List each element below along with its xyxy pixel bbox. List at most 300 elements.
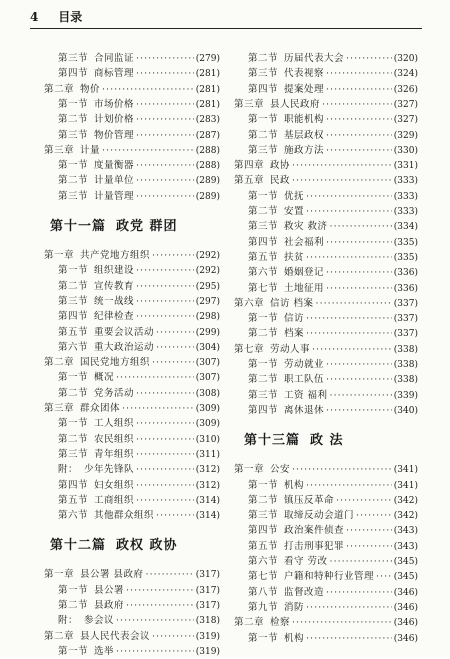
entry-title: 度量衡器	[94, 160, 135, 172]
page-ref: (314)	[195, 495, 220, 506]
entry-title: 县人民政府	[270, 98, 321, 110]
entry-title: 优抚	[284, 190, 305, 202]
entry-label: 附：	[58, 615, 79, 627]
toc-section-entry[interactable]	[58, 295, 220, 309]
page-ref: (335)	[393, 237, 418, 248]
entry-title: 扶贫	[284, 251, 305, 263]
dot-leader	[376, 570, 392, 584]
entry-title: 县公署	[94, 584, 125, 596]
dot-leader	[126, 584, 194, 598]
dot-leader	[326, 373, 392, 387]
page-ref: (342)	[393, 495, 418, 506]
entry-title: 工资 福利	[284, 389, 328, 401]
dot-leader	[336, 494, 392, 508]
toc-section-entry[interactable]	[58, 584, 220, 598]
page-ref: (340)	[393, 405, 418, 416]
toc-section-entry[interactable]	[58, 264, 220, 278]
toc-chapter-entry[interactable]	[44, 249, 220, 263]
toc-section-entry[interactable]	[58, 190, 220, 204]
dot-leader	[136, 264, 194, 278]
entry-title: 代表视察	[284, 68, 325, 80]
entry-title: 重大政治运动	[94, 341, 155, 353]
page-ref: (317)	[195, 601, 220, 611]
dot-leader	[136, 190, 194, 204]
entry-title: 纪律检查	[94, 311, 135, 323]
entry-title: 检察	[270, 617, 291, 629]
entry-label: 第七章	[234, 343, 265, 355]
page-ref: (287)	[195, 130, 220, 141]
dot-leader	[136, 174, 194, 188]
page-ref: (308)	[195, 388, 220, 399]
entry-label: 第二章	[44, 630, 75, 642]
dot-leader	[306, 205, 392, 219]
toc-section-entry[interactable]	[248, 555, 418, 569]
toc-chapter-entry[interactable]	[44, 568, 220, 582]
toc-chapter-entry[interactable]	[44, 144, 220, 158]
entry-title: 农民组织	[94, 433, 135, 445]
toc-section-entry[interactable]	[248, 312, 418, 326]
toc-section-entry[interactable]	[58, 341, 220, 355]
entry-title: 妇女组织	[94, 479, 135, 491]
page-ref: (307)	[195, 358, 220, 369]
toc-section-entry[interactable]	[58, 387, 220, 401]
running-title: 目录	[58, 10, 83, 24]
dot-leader	[312, 343, 392, 357]
toc-section-entry[interactable]	[58, 463, 220, 477]
entry-title: 民政	[270, 175, 291, 187]
header-rule	[30, 28, 422, 29]
page-ref: (333)	[393, 207, 418, 217]
entry-label: 第四节	[248, 236, 279, 248]
entry-title: 打击刑事犯罪	[284, 540, 345, 552]
dot-leader	[306, 479, 392, 493]
entry-title: 监督改造	[284, 586, 325, 598]
dot-leader	[292, 463, 392, 477]
page-ref: (299)	[195, 327, 220, 338]
page-ref: (337)	[393, 298, 418, 309]
entry-title: 合同监证	[94, 53, 135, 64]
page-ref: (341)	[393, 465, 418, 476]
entry-label: 第四节	[58, 479, 89, 491]
toc-section-entry[interactable]	[58, 159, 220, 173]
page-ref: (337)	[393, 329, 418, 340]
toc-section-entry[interactable]	[248, 373, 418, 387]
page-ref: (345)	[393, 572, 418, 583]
entry-title: 计量	[80, 144, 101, 156]
entry-label: 第三节	[58, 295, 89, 307]
toc-section-entry[interactable]	[248, 205, 418, 219]
dot-leader	[136, 310, 194, 324]
page-ref: (307)	[195, 373, 220, 384]
entry-label: 第九节	[248, 601, 279, 613]
dot-leader	[122, 402, 194, 416]
page-ref: (319)	[195, 646, 220, 657]
toc-section-entry[interactable]	[248, 327, 418, 341]
page-ref: (327)	[393, 99, 418, 110]
page-ref: (343)	[393, 526, 418, 537]
dot-leader	[136, 159, 194, 173]
dot-leader	[152, 630, 194, 644]
dot-leader	[136, 448, 194, 462]
toc-section-entry[interactable]	[58, 614, 220, 628]
entry-title: 土地征用	[284, 282, 325, 294]
dot-leader	[322, 98, 392, 112]
toc-section-entry[interactable]	[248, 494, 418, 508]
entry-title: 少年先锋队	[84, 464, 135, 476]
page-header	[30, 8, 82, 26]
entry-label: 第五节	[248, 251, 279, 263]
toc-chapter-entry[interactable]	[44, 630, 220, 644]
toc-section-entry[interactable]	[248, 389, 418, 403]
dot-leader	[116, 371, 194, 385]
toc-section-entry[interactable]	[248, 144, 418, 158]
toc-section-entry[interactable]	[248, 67, 418, 81]
page-ref: (345)	[393, 557, 418, 567]
entry-title: 青年组织	[94, 448, 135, 460]
entry-title: 计划价格	[94, 114, 135, 126]
entry-label: 第三节	[248, 221, 279, 233]
toc-section-entry[interactable]	[248, 632, 418, 646]
toc-chapter-entry[interactable]	[44, 356, 220, 370]
dot-leader	[156, 326, 194, 340]
entry-title: 基层政权	[284, 129, 325, 141]
page-ref: (338)	[393, 344, 418, 355]
dot-leader	[156, 341, 194, 355]
dot-leader	[292, 616, 392, 630]
dot-leader	[126, 599, 194, 613]
entry-title: 市场价格	[94, 98, 135, 110]
toc-section-entry[interactable]	[248, 570, 418, 584]
toc-section-entry[interactable]	[248, 251, 418, 265]
entry-title: 县政府	[94, 600, 125, 611]
entry-title: 公安	[270, 464, 291, 476]
entry-label: 第六节	[58, 510, 89, 522]
page-ref: (346)	[393, 602, 418, 613]
dot-leader	[136, 98, 194, 112]
entry-label: 第三节	[58, 129, 89, 141]
toc-section-entry[interactable]	[248, 266, 418, 280]
page-ref: (346)	[393, 618, 418, 629]
entry-title: 计量管理	[94, 190, 135, 202]
entry-title: 提案处理	[284, 83, 325, 95]
dot-leader	[116, 614, 194, 628]
dot-leader	[330, 389, 392, 403]
part-heading	[244, 431, 344, 451]
toc-chapter-entry[interactable]	[234, 297, 418, 311]
entry-title: 历届代表大会	[284, 53, 345, 64]
entry-label: 第五章	[234, 175, 265, 187]
toc-chapter-entry[interactable]	[234, 174, 418, 188]
toc-chapter-entry[interactable]	[234, 616, 418, 630]
entry-label: 第八节	[248, 586, 279, 598]
entry-label: 第二节	[58, 600, 89, 611]
entry-label: 第一章	[44, 250, 75, 261]
toc-section-entry[interactable]	[248, 524, 418, 538]
page-ref: (343)	[393, 541, 418, 552]
dot-leader	[102, 83, 194, 97]
toc-section-entry[interactable]	[58, 448, 220, 462]
entry-title: 安置	[284, 206, 305, 217]
entry-title: 选举	[94, 645, 115, 657]
page-ref: (281)	[195, 69, 220, 80]
dot-leader	[326, 129, 392, 143]
entry-title: 消防	[284, 601, 305, 613]
dot-leader	[292, 159, 392, 173]
toc-section-entry[interactable]	[248, 282, 418, 296]
entry-label: 第一章	[234, 464, 265, 476]
dot-leader	[136, 129, 194, 143]
entry-label: 第七节	[248, 571, 279, 583]
page-ref: (333)	[393, 176, 418, 187]
dot-leader	[326, 282, 392, 296]
entry-label: 第一节	[58, 418, 89, 430]
part-label: 第十三篇	[244, 433, 301, 449]
toc-chapter-entry[interactable]	[234, 98, 418, 112]
toc-section-entry[interactable]	[58, 280, 220, 294]
entry-title: 看守 劳改	[284, 556, 328, 567]
page-ref: (330)	[393, 145, 418, 156]
toc-section-entry[interactable]	[58, 129, 220, 143]
entry-label: 第三节	[248, 389, 279, 401]
entry-label: 第一节	[248, 632, 279, 644]
page-ref: (309)	[195, 419, 220, 430]
toc-section-entry[interactable]	[58, 113, 220, 127]
toc-section-entry[interactable]	[58, 67, 220, 81]
page-ref: (319)	[195, 631, 220, 642]
dot-leader	[136, 67, 194, 81]
page-ref: (337)	[393, 314, 418, 325]
toc-section-entry[interactable]	[58, 599, 220, 613]
toc-section-entry[interactable]	[58, 509, 220, 523]
page-ref: (288)	[195, 145, 220, 156]
entry-title: 机构	[284, 479, 305, 491]
entry-label: 第四节	[248, 525, 279, 537]
entry-title: 计量单位	[94, 175, 135, 187]
toc-section-entry[interactable]	[248, 601, 418, 615]
toc-section-entry[interactable]	[58, 417, 220, 431]
dot-leader	[356, 509, 392, 523]
toc-chapter-entry[interactable]	[234, 343, 418, 357]
page-ref: (310)	[195, 434, 220, 445]
entry-label: 第四节	[58, 311, 89, 323]
toc-section-entry[interactable]	[58, 174, 220, 188]
page-ref: (336)	[393, 283, 418, 294]
entry-label: 第七节	[248, 282, 279, 294]
dot-leader	[102, 144, 194, 158]
entry-title: 商标管理	[94, 68, 135, 80]
dot-leader	[136, 387, 194, 401]
part-label: 第十二篇	[50, 538, 107, 554]
page-ref: (311)	[195, 449, 220, 460]
dot-leader	[136, 295, 194, 309]
page-ref: (329)	[393, 130, 418, 141]
entry-label: 第五节	[58, 326, 89, 338]
entry-label: 附：	[58, 464, 79, 476]
entry-title: 参会议	[84, 615, 115, 627]
entry-title: 职能机构	[284, 114, 325, 126]
toc-section-entry[interactable]	[248, 479, 418, 493]
entry-title: 职工队伍	[284, 374, 325, 386]
toc-section-entry[interactable]	[248, 586, 418, 600]
entry-title: 离休退休	[284, 404, 325, 416]
page-ref: (295)	[195, 281, 220, 292]
entry-label: 第六节	[248, 267, 279, 279]
dot-leader	[306, 251, 392, 265]
dot-leader	[306, 601, 392, 615]
entry-title: 其他群众组织	[94, 510, 155, 522]
toc-chapter-entry[interactable]	[44, 83, 220, 97]
dot-leader	[146, 568, 194, 582]
part-title: 政权 政协	[116, 538, 178, 554]
page-ref: (336)	[393, 268, 418, 279]
dot-leader	[136, 280, 194, 294]
dot-leader	[136, 52, 194, 66]
entry-title: 统一战线	[94, 295, 135, 307]
entry-label: 第五节	[58, 494, 89, 506]
entry-label: 第二节	[58, 433, 89, 445]
dot-leader	[326, 586, 392, 600]
toc-section-entry[interactable]	[58, 433, 220, 447]
part-heading	[50, 217, 178, 237]
dot-leader	[330, 220, 392, 234]
toc-section-entry[interactable]	[58, 494, 220, 508]
dot-leader	[326, 266, 392, 280]
entry-label: 第一节	[248, 190, 279, 202]
part-title: 政 法	[310, 433, 344, 449]
entry-title: 共产党地方组织	[80, 250, 151, 261]
part-heading	[50, 536, 178, 556]
page-ref: (324)	[393, 69, 418, 80]
page-ref: (312)	[195, 465, 220, 476]
dot-leader	[306, 190, 392, 204]
entry-title: 工人组织	[94, 418, 135, 430]
entry-title: 物价	[80, 83, 101, 95]
entry-label: 第二节	[58, 280, 89, 292]
dot-leader	[326, 404, 392, 418]
dot-leader	[136, 417, 194, 431]
toc-section-entry[interactable]	[248, 83, 418, 97]
entry-label: 第一节	[58, 265, 89, 277]
entry-title: 婚姻登记	[284, 267, 325, 279]
entry-title: 群众团体	[80, 403, 121, 414]
entry-label: 第五节	[248, 540, 279, 552]
dot-leader	[326, 67, 392, 81]
entry-title: 政治案件侦查	[284, 525, 345, 537]
page-ref: (281)	[195, 99, 220, 110]
toc-section-entry[interactable]	[248, 358, 418, 372]
entry-label: 第一节	[58, 372, 89, 384]
page-ref: (309)	[195, 404, 220, 414]
toc-section-entry[interactable]	[58, 310, 220, 324]
toc-section-entry[interactable]	[58, 98, 220, 112]
page-ref: (339)	[393, 390, 418, 401]
toc-section-entry[interactable]	[58, 326, 220, 340]
toc-section-entry[interactable]	[248, 220, 418, 234]
page-ref: (334)	[393, 222, 418, 233]
page-ref: (292)	[195, 251, 220, 261]
toc-chapter-entry[interactable]	[234, 463, 418, 477]
toc-section-entry[interactable]	[58, 479, 220, 493]
dot-leader	[326, 113, 392, 127]
page-ref: (320)	[393, 54, 418, 64]
entry-label: 第三节	[248, 510, 279, 522]
toc-section-entry[interactable]	[248, 129, 418, 143]
toc-chapter-entry[interactable]	[44, 402, 220, 416]
page-ref: (327)	[393, 115, 418, 126]
entry-label: 第一节	[248, 114, 279, 126]
entry-label: 第四章	[234, 160, 265, 172]
entry-title: 救灾 救济	[284, 221, 328, 233]
entry-label: 第六节	[58, 341, 89, 353]
entry-title: 县公署 县政府	[80, 569, 144, 581]
dot-leader	[326, 236, 392, 250]
page-ref: (279)	[195, 54, 220, 64]
toc-section-entry[interactable]	[248, 190, 418, 204]
entry-label: 第四节	[248, 404, 279, 416]
dot-leader	[136, 479, 194, 493]
entry-label: 第二章	[44, 83, 75, 95]
toc-section-entry[interactable]	[58, 371, 220, 385]
entry-title: 重要会议活动	[94, 326, 155, 338]
entry-label: 第一节	[58, 160, 89, 172]
page-ref: (289)	[195, 191, 220, 202]
entry-title: 取缔反动会道门	[284, 510, 355, 522]
entry-label: 第二节	[248, 129, 279, 141]
toc-section-entry[interactable]	[248, 404, 418, 418]
page-ref: (317)	[195, 585, 220, 596]
entry-label: 第二章	[44, 357, 75, 369]
entry-title: 工商组织	[94, 494, 135, 506]
part-title: 政党 群团	[116, 219, 178, 234]
dot-leader	[346, 52, 392, 66]
entry-label: 第一节	[248, 359, 279, 370]
toc-section-entry[interactable]	[248, 113, 418, 127]
toc-chapter-entry[interactable]	[234, 159, 418, 173]
page-ref: (346)	[393, 633, 418, 644]
page-ref: (341)	[393, 480, 418, 491]
toc-section-entry[interactable]	[58, 52, 220, 66]
dot-leader	[306, 632, 392, 646]
entry-label: 第四节	[58, 68, 89, 80]
page-number: 4	[30, 10, 39, 24]
dot-leader	[152, 249, 194, 263]
page-ref: (289)	[195, 176, 220, 187]
entry-title: 劳动就业	[284, 359, 325, 370]
page-ref: (331)	[393, 161, 418, 172]
entry-label: 第三节	[248, 144, 279, 156]
entry-label: 第一章	[44, 569, 75, 581]
dot-leader	[346, 524, 392, 538]
toc-section-entry[interactable]	[248, 52, 418, 66]
entry-label: 第二节	[58, 114, 89, 126]
page-ref: (281)	[195, 84, 220, 95]
dot-leader	[326, 144, 392, 158]
entry-title: 信访 档案	[270, 297, 314, 309]
entry-label: 第六节	[248, 556, 279, 567]
toc-section-entry[interactable]	[248, 236, 418, 250]
page-ref: (314)	[195, 511, 220, 522]
entry-label: 第三章	[234, 98, 265, 110]
toc-section-entry[interactable]	[248, 540, 418, 554]
dot-leader	[326, 83, 392, 97]
entry-label: 第三节	[58, 53, 89, 64]
toc-section-entry[interactable]	[248, 509, 418, 523]
page-ref: (342)	[393, 511, 418, 522]
entry-label: 第一节	[248, 479, 279, 491]
entry-title: 镇压反革命	[284, 494, 335, 506]
dot-leader	[306, 327, 392, 341]
dot-leader	[330, 555, 392, 569]
